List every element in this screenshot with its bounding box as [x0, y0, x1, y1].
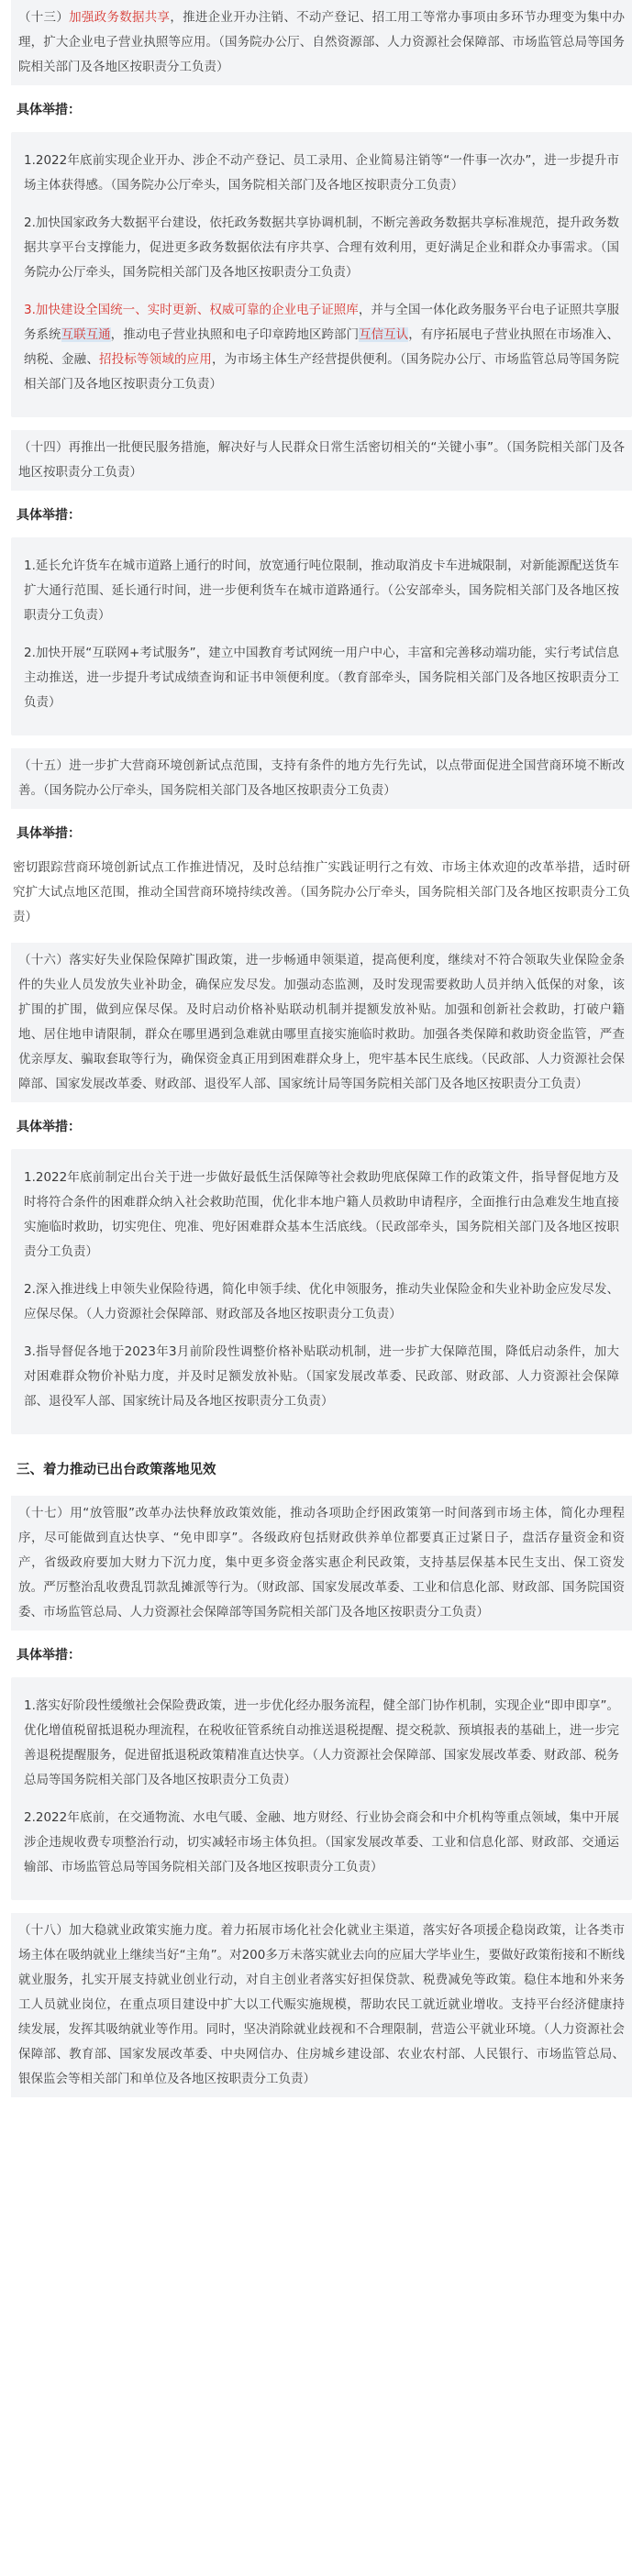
measure-17-2: 2.2022年底前，在交通物流、水电气暖、金融、地方财经、行业协会商会和中介机构等重点领域，集中开展涉企违规收费专项整治行动，切实减轻市场主体负担。（国家发展改革委、工业和信息化部、财政部、交通运输部、市场监管总局等国务院相关部门及各地区按职责分工负责）	[24, 1810, 619, 1874]
measure-13-3	[24, 298, 619, 397]
highlight-license-library: 3.加快建设全国统一、实时更新、权威可靠的企业电子证照库	[24, 303, 359, 317]
highlight-interconnect: 互联互通	[61, 327, 111, 342]
measures-heading: 具体举措：	[17, 1120, 81, 1134]
paragraph-17: （十七）用“放管服”改革办法快释放政策效能，推动各项助企纾困政策第一时间落到市场主体，简化办理程序，尽可能做到直达快享、“免申即享”。各级政府包括财政供养单位都要真正过紧日子，盘活存量资金和资产，省级政府要加大财力下沉力度，集中更多资金落实惠企利民政策，支持基层保基本民生支出、保工资发放。严厉整治乱收费乱罚款乱摊派等行为。（财政部、国家发展改革委、工业和信息化部、财政部、国务院国资委、市场监管总局、人力资源社会保障部等国务院相关部门及各地区按职责分工负责）	[11, 1496, 632, 1631]
measure-16-2: 2.深入推进线上申领失业保险待遇，简化申领手续、优化申领服务，推动失业保险金和失业补助金应发尽发、应保尽保。（人力资源社会保障部、财政部及各地区按职责分工负责）	[24, 1282, 619, 1321]
measure-16-3: 3.指导督促各地于2023年3月前阶段性调整价格补贴联动机制，进一步扩大保障范围，降低启动条件，加大对困难群众物价补贴力度，并及时足额发放补贴。（国家发展改革委、民政部、财政部、人力资源社会保障部、退役军人部、国家统计局及各地区按职责分工负责）	[24, 1344, 619, 1409]
highlight-bidding: 招投标等领域的应用	[99, 352, 212, 367]
measures-heading: 具体举措：	[17, 508, 81, 523]
paragraph-13	[11, 0, 632, 85]
measures-heading: 具体举措：	[17, 1648, 81, 1663]
measures-box-17	[11, 1677, 632, 1900]
measure-13-2: 2.加快国家政务大数据平台建设，依托政务数据共享协调机制，不断完善政务数据共享标准规范，提升政务数据共享平台支撑能力，促进更多政务数据依法有序共享、合理有效利用，更好满足企业和群众办事需求。（国务院办公厅牵头，国务院相关部门及各地区按职责分工负责）	[24, 216, 619, 280]
measure-13-3-text-b: ，推动电子营业执照和电子印章跨地区跨部门	[110, 327, 360, 342]
paragraph-15: （十五）进一步扩大营商环境创新试点范围，支持有条件的地方先行先试，以点带面促进全国营商环境不断改善。（国务院办公厅牵头，国务院相关部门及各地区按职责分工负责）	[11, 748, 632, 809]
measures-heading: 具体举措：	[17, 826, 81, 841]
paragraph-13-text: ，推进企业开办注销、不动产登记、招工用工等常办事项由多环节办理变为集中办理，扩大企业电子营业执照等应用。（国务院办公厅、自然资源部、人力资源社会保障部、市场监管总局等国务院相关部门及各地区按职责分工负责）	[18, 10, 626, 74]
paragraph-18: （十八）加大稳就业政策实施力度。着力拓展市场化社会化就业主渠道，落实好各项援企稳岗政策，让各类市场主体在吸纳就业上继续当好“主角”。对200多万未落实就业去向的应届大学毕业生，要做好政策衔接和不断线就业服务，扎实开展支持就业创业行动，对自主创业者落实好担保贷款、税费减免等政策。稳住本地和外来务工人员就业岗位，在重点项目建设中扩大以工代赈实施规模，帮助农民工就近就业增收。支持平台经济健康持续发展，发挥其吸纳就业等作用。同时，坚决消除就业歧视和不合理限制，营造公平就业环境。（人力资源社会保障部、教育部、国家发展改革委、中央网信办、住房城乡建设部、农业农村部、人民银行、市场监管总局、银保监会等相关部门和单位及各地区按职责分工负责）	[11, 1913, 632, 2097]
paragraph-14: （十四）再推出一批便民服务措施，解决好与人民群众日常生活密切相关的“关键小事”。（国务院相关部门及各地区按职责分工负责）	[11, 430, 632, 491]
measure-13-3-text-c: ，有序拓展电子营业执照在市场准入、纳税、金融、	[24, 327, 620, 367]
measure-13-1: 1.2022年底前实现企业开办、涉企不动产登记、员工录用、企业简易注销等“一件事一次办”，进一步提升市场主体获得感。（国务院办公厅牵头，国务院相关部门及各地区按职责分工负责）	[24, 153, 619, 193]
measure-17-1: 1.落实好阶段性缓缴社会保险费政策，进一步优化经办服务流程，健全部门协作机制，实现企业“即申即享”。优化增值税留抵退税办理流程，在税收征管系统自动推送退税提醒、提交税款、预填报表的基础上，进一步完善退税提醒服务，促进留抵退税政策精准直达快享。（人力资源社会保障部、国家发展改革委、财政部、税务总局等国务院相关部门及各地区按职责分工负责）	[24, 1698, 619, 1787]
measure-14-1: 1.延长允许货车在城市道路上通行的时间，放宽通行吨位限制，推动取消皮卡车进城限制，对新能源配送货车扩大通行范围、延长通行时间，进一步便利货车在城市道路通行。（公安部牵头，国务院相关部门及各地区按职责分工负责）	[24, 558, 619, 623]
measure-13-3-text-d: ，为市场主体生产经营提供便利。（国务院办公厅、市场监管总局等国务院相关部门及各地区按职责分工负责）	[24, 352, 620, 392]
paragraph-13-num: （十三）	[18, 10, 70, 25]
paragraph-16: （十六）落实好失业保险保障扩围政策，进一步畅通申领渠道，提高便利度，继续对不符合领取失业保险金条件的失业人员发放失业补助金，确保应发尽发。加强动态监测，及时发现需要救助人员并纳入低保的对象，该扩围的扩围，做到应保尽保。及时启动价格补贴联动机制并提额发放补贴。加强和创新社会救助，打破户籍地、居住地申请限制，群众在哪里遇到急难就由哪里直接实施临时救助。加强各类保障和救助资金监管，严查优亲厚友、骗取套取等行为，确保资金真正用到困难群众身上，兜牢基本民生底线。（民政部、人力资源社会保障部、国家发展改革委、财政部、退役军人部、国家统计局等国务院相关部门及各地区按职责分工负责）	[11, 943, 632, 1102]
measures-heading: 具体举措：	[17, 103, 81, 117]
section-3-title: 三、着力推动已出台政策落地见效	[17, 1463, 216, 1477]
measures-box-16	[11, 1149, 632, 1434]
measure-16-1: 1.2022年底前制定出台关于进一步做好最低生活保障等社会救助兜底保障工作的政策文件，指导督促地方及时将符合条件的困难群众纳入社会救助范围，优化非本地户籍人员救助申请程序，全面推行由急难发生地直接实施临时救助，切实兜住、兜准、兜好困难群众基本生活底线。（民政部牵头，国务院相关部门及各地区按职责分工负责）	[24, 1170, 619, 1259]
measures-box-13	[11, 132, 632, 417]
measure-14-2: 2.加快开展“互联网+考试服务”，建立中国教育考试网统一用户中心，丰富和完善移动端功能，实行考试信息主动推送，进一步提升考试成绩查询和证书申领便利度。（教育部牵头，国务院相关部门及各地区按职责分工负责）	[24, 646, 619, 710]
highlight-data-sharing: 加强政务数据共享	[69, 10, 171, 25]
highlight-mutual-trust: 互信互认	[359, 327, 409, 342]
measures-box-14	[11, 537, 632, 735]
measure-15: 密切跟踪营商环境创新试点工作推进情况，及时总结推广实践证明行之有效、市场主体欢迎的改革举措，适时研究扩大试点地区范围，推动全国营商环境持续改善。（国务院办公厅牵头，国务院相关部门及各地区按职责分工负责）	[13, 860, 630, 924]
measure-13-3-text-a: ，并与全国一体化政务服务平台电子证照共享服务系统	[24, 303, 619, 342]
